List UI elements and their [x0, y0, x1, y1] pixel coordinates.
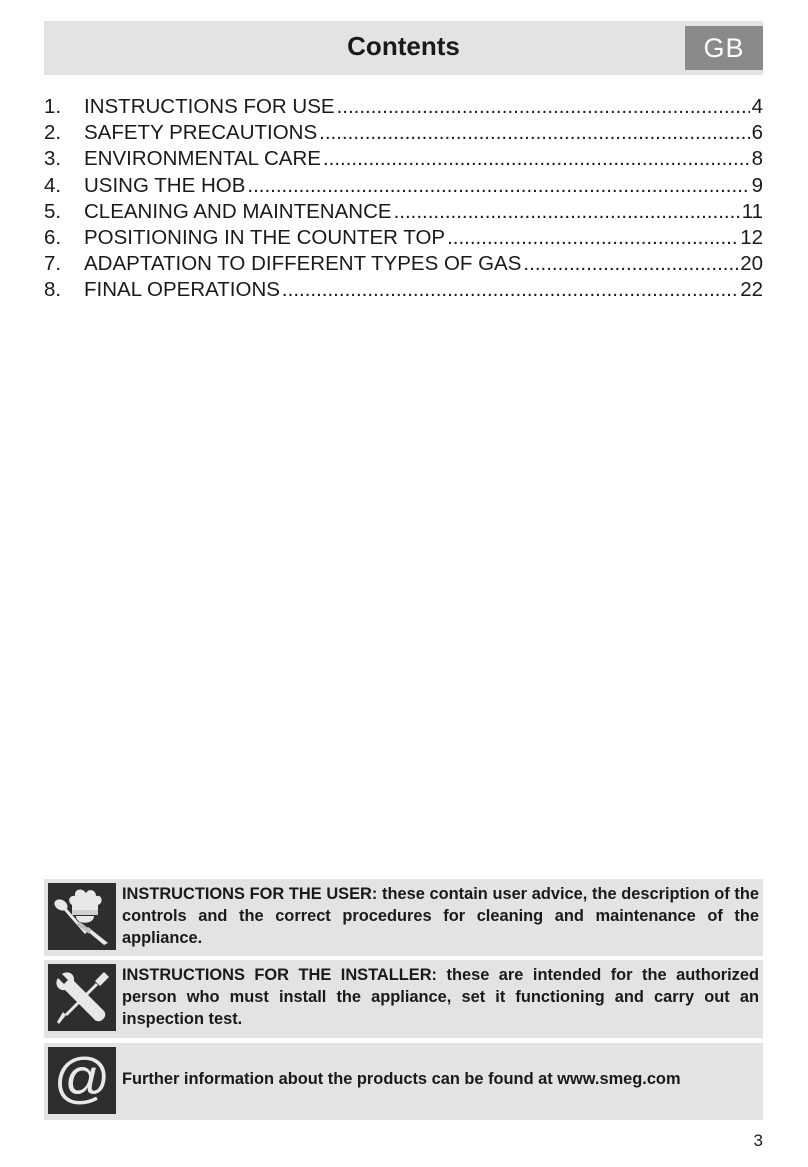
toc-number: 3.: [44, 147, 62, 171]
language-badge: GB: [685, 26, 763, 70]
toc-entry-3[interactable]: [44, 146, 763, 172]
page-title: Contents: [347, 31, 460, 61]
toc-title: FINAL OPERATIONS: [84, 278, 280, 302]
toc-leader-dots: [394, 199, 740, 225]
toc-page-number: 22: [740, 278, 763, 302]
user-instructions-note: [44, 879, 763, 956]
toc-title: SAFETY PRECAUTIONS: [84, 121, 318, 145]
toc-number: 1.: [44, 95, 62, 118]
toc-leader-dots: [447, 225, 738, 251]
toc-number: 8.: [44, 278, 62, 302]
toc-number: 7.: [44, 252, 62, 276]
toc-title: POSITIONING IN THE COUNTER TOP: [84, 225, 446, 249]
user-instructions-text: INSTRUCTIONS FOR THE USER: these contain user advice, the description of the controls and the correct procedures for cleaning and maintenance of the appliance.: [122, 885, 759, 947]
toc-leader-dots: [319, 120, 749, 146]
contents-header: [44, 21, 763, 75]
toc-page-number: 12: [740, 225, 763, 249]
toc-title: ADAPTATION TO DIFFERENT TYPES OF GAS: [84, 252, 522, 276]
toc-page-number: 9: [751, 173, 763, 197]
toc-entry-7[interactable]: [44, 251, 763, 277]
page-number: 3: [753, 1131, 763, 1150]
web-info-note: [44, 1043, 763, 1120]
toc-entry-4[interactable]: [44, 173, 763, 199]
toc-title: CLEANING AND MAINTENANCE: [84, 199, 392, 223]
toc-entry-5[interactable]: [44, 199, 763, 225]
toc-page-number: 11: [741, 199, 763, 223]
toc-entry-8[interactable]: [44, 277, 763, 303]
at-sign-icon: [48, 1047, 116, 1114]
toc-title: USING THE HOB: [84, 173, 246, 197]
toc-leader-dots: [247, 173, 749, 199]
toc-entry-2[interactable]: [44, 120, 763, 146]
web-info-text: Further information about the products can be found at www.smeg.com: [122, 1070, 681, 1088]
toc-leader-dots: [323, 146, 750, 172]
toc-page-number: 6: [751, 121, 763, 145]
toc-page-number: 4: [751, 95, 763, 118]
toc-number: 5.: [44, 199, 62, 223]
table-of-contents: [44, 94, 763, 304]
svg-text:@: @: [53, 1047, 111, 1109]
toc-entry-6[interactable]: [44, 225, 763, 251]
installer-instructions-text: INSTRUCTIONS FOR THE INSTALLER: these are intended for the authorized person who must install the appliance, set it functioning and carry out an inspection test.: [122, 966, 759, 1028]
toc-leader-dots: [523, 251, 738, 277]
installer-instructions-note: [44, 960, 763, 1038]
toc-title: INSTRUCTIONS FOR USE: [84, 95, 335, 118]
toc-entry-1[interactable]: [44, 94, 763, 120]
toc-number: 2.: [44, 121, 62, 145]
tools-icon: [48, 964, 116, 1031]
toc-page-number: 20: [740, 252, 763, 276]
toc-leader-dots: [282, 277, 738, 303]
toc-number: 6.: [44, 225, 62, 249]
toc-page-number: 8: [751, 147, 763, 171]
toc-leader-dots: [337, 94, 750, 120]
toc-title: ENVIRONMENTAL CARE: [84, 147, 321, 171]
chef-cooking-icon: [48, 883, 116, 950]
toc-number: 4.: [44, 173, 62, 197]
